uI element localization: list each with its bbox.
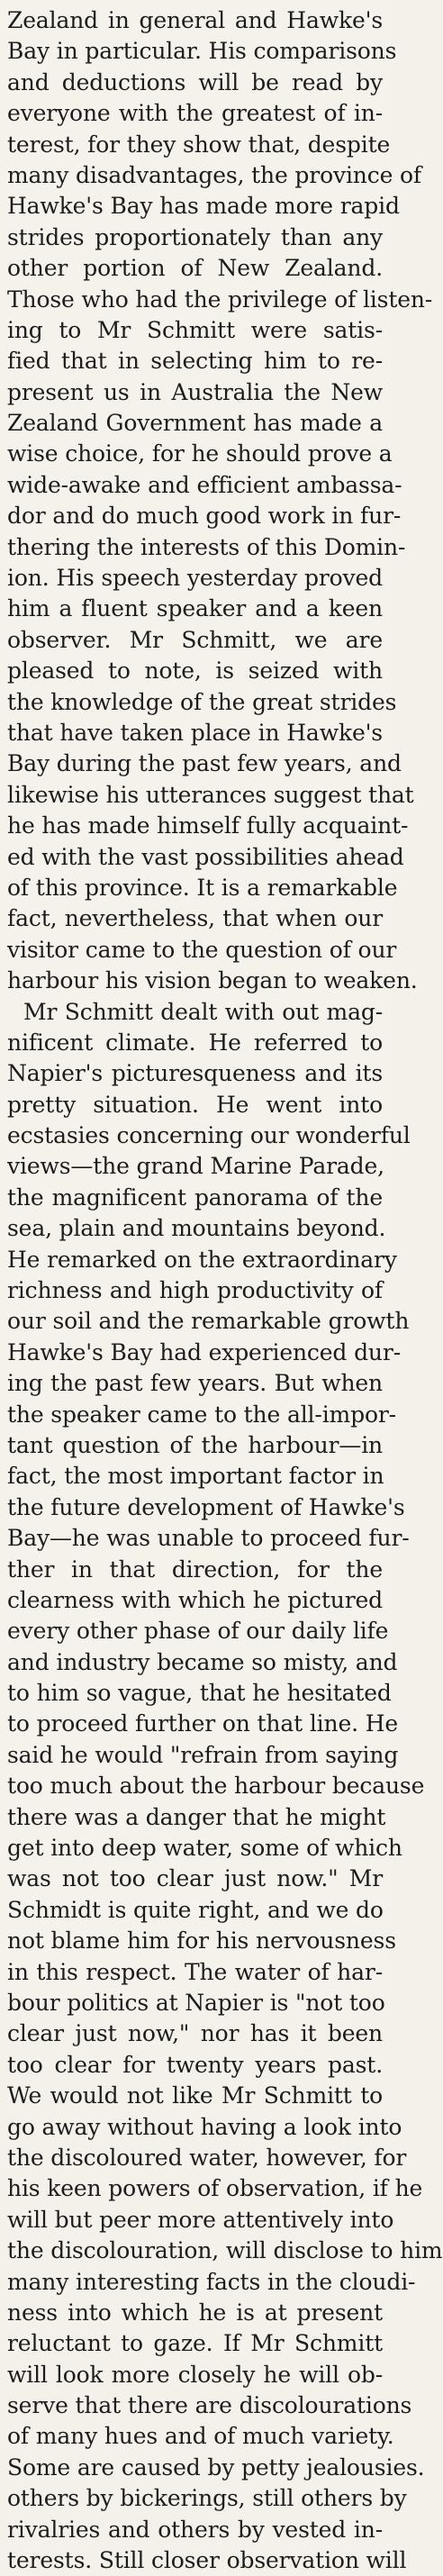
article-line: views—the grand Marine Parade,: [7, 1153, 384, 1180]
article-line: serve that there are discolourations: [7, 2392, 412, 2419]
article-line: and industry became so misty, and: [7, 1648, 398, 1675]
article-line: nificent climate. He referred to: [7, 1029, 383, 1056]
article-line: thering the interests of this Domin-: [7, 533, 406, 560]
article-line: will but peer more attentively into: [7, 2206, 394, 2233]
article-line: get into deep water, some of which: [7, 1835, 402, 1862]
article-line: wise choice, for he should prove a: [7, 440, 393, 467]
article-line: Bay in particular. His comparisons: [7, 38, 397, 65]
article-line: ther in that direction, for the: [7, 1556, 383, 1583]
article-line: many interesting facts in the cloudi-: [7, 2268, 416, 2295]
article-line: Hawke's Bay has made more rapid: [7, 193, 400, 220]
article-line: terest, for they show that, despite: [7, 131, 391, 158]
article-line: sea, plain and mountains beyond.: [7, 1215, 386, 1242]
article-line: and deductions will be read by: [7, 68, 383, 95]
article-line: everyone with the greatest of in-: [7, 100, 383, 127]
article-line: ion. His speech yesterday proved: [7, 565, 383, 592]
article-line: Zealand in general and Hawke's: [7, 7, 383, 33]
article-line: too clear for twenty years past.: [7, 2051, 383, 2078]
article-line: not blame him for his nervousness: [7, 1927, 396, 1955]
article-line: likewise his utterances suggest that: [7, 781, 414, 808]
article-line: his keen powers of observation, if he: [7, 2175, 423, 2202]
article-line: the discolouration, will disclose to him: [7, 2237, 443, 2264]
article-line: We would not like Mr Schmitt to: [7, 2082, 383, 2109]
article-line: fact, nevertheless, that when our: [7, 905, 383, 932]
article-line: of many hues and of much variety.: [7, 2423, 394, 2450]
article-line: Mr Schmitt dealt with out mag-: [23, 998, 383, 1025]
article-line: clearness with which he pictured: [7, 1586, 383, 1613]
article-line: Zealand Government has made a: [7, 410, 383, 437]
article-line: harbour his vision began to weaken.: [7, 967, 418, 994]
article-line: Bay—he was unable to proceed fur-: [7, 1525, 410, 1552]
article-body: [7, 5, 443, 2576]
article-line: was not too clear just now." Mr: [7, 1865, 383, 1892]
article-line: others by bickerings, still others by: [7, 2485, 407, 2512]
article-line: every other phase of our daily life: [7, 1618, 389, 1645]
article-line: in this respect. The water of har-: [7, 1958, 383, 1985]
article-line: fact, the most important factor in: [7, 1463, 384, 1490]
article-line: too much about the harbour because: [7, 1773, 425, 1800]
article-line: that have taken place in Hawke's: [7, 719, 383, 746]
article-line: said he would "refrain from saying: [7, 1741, 399, 1768]
article-line: Napier's picturesqueness and its: [7, 1060, 383, 1087]
article-line: the speaker came to the all-impor-: [7, 1401, 396, 1428]
article-line: bour politics at Napier is "not too: [7, 1990, 385, 2016]
article-line: clear just now," nor has it been: [7, 2020, 383, 2047]
article-line: to proceed further on that line. He: [7, 1710, 399, 1737]
article-line: visitor came to the question of our: [7, 936, 397, 963]
article-line: pleased to note, is seized with: [7, 658, 383, 685]
article-line: wide-awake and efficient ambassa-: [7, 471, 402, 498]
article-line: he has made himself fully acquaint-: [7, 812, 409, 839]
article-line: ed with the vast possibilities ahead: [7, 843, 404, 870]
article-line: fied that in selecting him to re-: [7, 348, 383, 375]
article-line: richness and high productivity of: [7, 1277, 383, 1304]
article-line: the future development of Hawke's: [7, 1493, 405, 1520]
article-line: strides proportionately than any: [7, 223, 383, 250]
article-line: many disadvantages, the province of: [7, 161, 422, 188]
article-line: tant question of the harbour—in: [7, 1431, 383, 1458]
article-line: observer. Mr Schmitt, we are: [7, 626, 383, 653]
article-line: ness into which he is at present: [7, 2299, 383, 2326]
article-line: Bay during the past few years, and: [7, 750, 402, 777]
article-line: to him so vague, that he hesitated: [7, 1680, 392, 1707]
article-line: pretty situation. He went into: [7, 1091, 383, 1118]
article-line: go away without having a look into: [7, 2113, 402, 2140]
article-line: present us in Australia the New: [7, 378, 383, 405]
article-line: our soil and the remarkable growth: [7, 1308, 410, 1335]
article-line: ecstasies concerning our wonderful: [7, 1122, 411, 1149]
article-line: Those who had the privilege of listen-: [7, 286, 433, 313]
article-line: reluctant to gaze. If Mr Schmitt: [7, 2330, 383, 2357]
article-line: rivalries and others by vested in-: [7, 2516, 383, 2543]
article-line: ing the past few years. But when: [7, 1370, 383, 1397]
article-line: the discoloured water, however, for: [7, 2144, 407, 2171]
article-line: will look more closely he will ob-: [7, 2361, 383, 2388]
article-line: Some are caused by petty jealousies.: [7, 2454, 425, 2481]
article-line: the knowledge of the great strides: [7, 688, 397, 715]
article-line: terests. Still closer observation will: [7, 2547, 407, 2574]
article-line: the magnificent panorama of the: [7, 1184, 383, 1211]
article-line: Schmidt is quite right, and we do: [7, 1896, 384, 1923]
article-line: him a fluent speaker and a keen: [7, 595, 383, 622]
article-line: dor and do much good work in fur-: [7, 503, 402, 530]
article-line: He remarked on the extraordinary: [7, 1246, 397, 1273]
article-line: there was a danger that he might: [7, 1803, 386, 1830]
article-line: other portion of New Zealand.: [7, 255, 383, 282]
article-line: of this province. It is a remarkable: [7, 874, 398, 901]
article-line: ing to Mr Schmitt were satis-: [7, 316, 383, 343]
article-line: Hawke's Bay had experienced dur-: [7, 1338, 401, 1365]
